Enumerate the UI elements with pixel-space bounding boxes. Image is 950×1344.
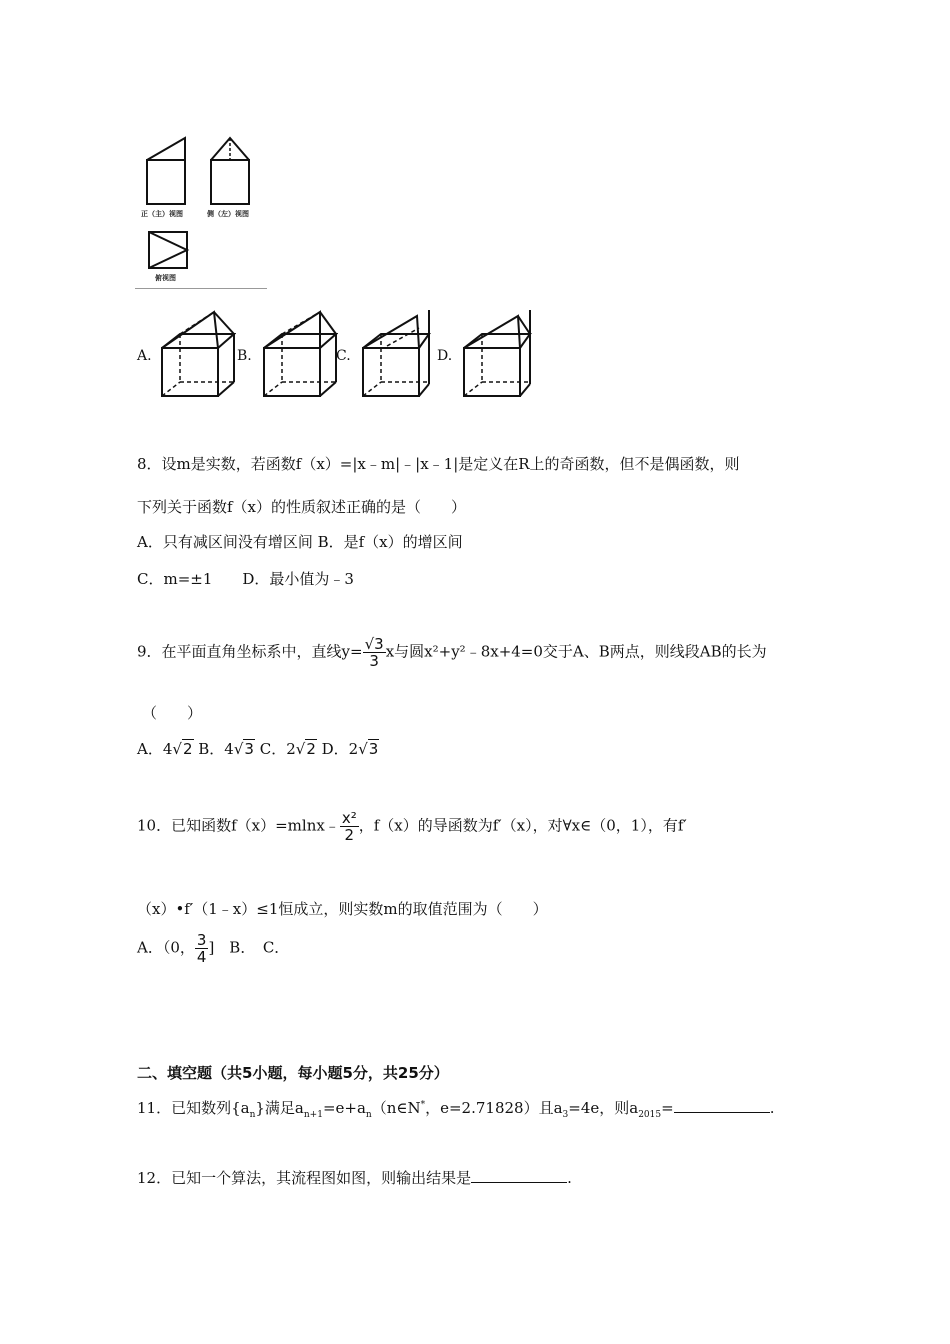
q11-sub: 3 [562, 1110, 569, 1120]
q7-option-d-label: D. [437, 348, 453, 364]
q7-option-d-figure [458, 308, 538, 400]
q10-frac-den: 2 [344, 826, 355, 844]
q8-line1: 8．设m是实数，若函数f（x）=|x﹣m|﹣|x﹣1|是定义在R上的奇函数，但不是偶函数，则 [137, 455, 740, 473]
q10-fraction [340, 810, 359, 843]
q11-text: ，e=2.71828）且a [425, 1099, 563, 1117]
q10-option-a-fraction: $\frac{3}{4}$ [196, 931, 207, 966]
q9-option-b-sqrt: √3 [233, 740, 254, 758]
q10-option-a-prefix: A．（0， [137, 938, 195, 957]
front-view-label: 正（主）视图 [141, 210, 183, 218]
q9-option-c-sqrt: √2 [295, 740, 316, 758]
q9-frac-num: √3 [364, 635, 384, 653]
q7-option-b-label: B. [237, 348, 252, 364]
q11-answer-blank[interactable] [674, 1098, 770, 1113]
q9-frac-den: 3 [369, 652, 379, 670]
q9-stem [137, 636, 767, 669]
q11-sup: * [420, 1100, 426, 1110]
q11-end: . [769, 1099, 775, 1117]
q8-line2: 下列关于函数f（x）的性质叙述正确的是（ ） [137, 498, 467, 516]
q9-option-c: C．2 [254, 740, 296, 758]
q7-option-a-label: A. [137, 348, 152, 364]
q11-sub: n+1 [303, 1110, 323, 1120]
q10-stem [137, 810, 687, 843]
q7-option-c-label: C. [336, 348, 351, 364]
side-view-label: 侧（左）视图 [207, 210, 249, 218]
three-view-figure [135, 130, 267, 289]
q9-prefix: 9．在平面直角坐标系中，直线y= [137, 642, 363, 661]
q10-option-rest: ] B． C． [208, 938, 290, 957]
q11-text: （n∈N [371, 1099, 421, 1117]
q11-text: = [661, 1099, 674, 1117]
q11-sub: n [365, 1110, 372, 1120]
q8-options-ab: A．只有减区间没有增区间 B．是f（x）的增区间 [137, 533, 463, 551]
q9-fraction [363, 636, 386, 669]
q10-prefix: 10．已知函数f（x）=mlnx﹣ [137, 816, 340, 835]
q9-option-a: A．4 [137, 740, 173, 758]
q7-option-a-figure [156, 308, 236, 400]
q9-option-a-sqrt: √2 [172, 740, 193, 758]
q11-text: =4e，则a [568, 1099, 639, 1117]
q10-options [137, 932, 289, 965]
top-view-label: 俯视图 [155, 274, 176, 282]
q9-paren: （ ） [142, 704, 203, 722]
q10-frac-num: x² [341, 809, 357, 827]
q11-text: }满足a [255, 1099, 304, 1117]
section-heading: 二、填空题（共5小题，每小题5分，共25分） [137, 1064, 449, 1082]
q12-text: 12．已知一个算法，其流程图如图，则输出结果是 [137, 1169, 472, 1187]
q9-option-d-sqrt: √3 [358, 740, 379, 758]
q9-options [137, 738, 379, 759]
q7-option-c-figure [357, 308, 437, 400]
q11-sub: n [249, 1110, 256, 1120]
q9-option-b: B．4 [193, 740, 234, 758]
q12-answer-blank[interactable] [471, 1168, 567, 1183]
q11-sub: 2015 [638, 1110, 662, 1120]
q11-text: 11．已知数列{a [137, 1099, 250, 1117]
q9-suffix: x与圆x²+y²﹣8x+4=0交于A、B两点，则线段AB的长为 [385, 642, 767, 661]
q7-option-b-figure [258, 308, 338, 400]
q12-end: . [567, 1169, 572, 1187]
q10-suffix: ，f（x）的导函数为f′（x），对∀x∈（0，1），有f′ [358, 816, 687, 835]
q10-line2: （x）•f′（1﹣x）≤1恒成立，则实数m的取值范围为（ ） [137, 900, 548, 918]
q8-options-cd: C．m=±1 D．最小值为﹣3 [137, 570, 354, 588]
q11-text: =e+a [322, 1099, 366, 1117]
q11 [137, 1097, 774, 1120]
q12 [137, 1167, 572, 1188]
q9-option-d: D．2 [316, 740, 359, 758]
